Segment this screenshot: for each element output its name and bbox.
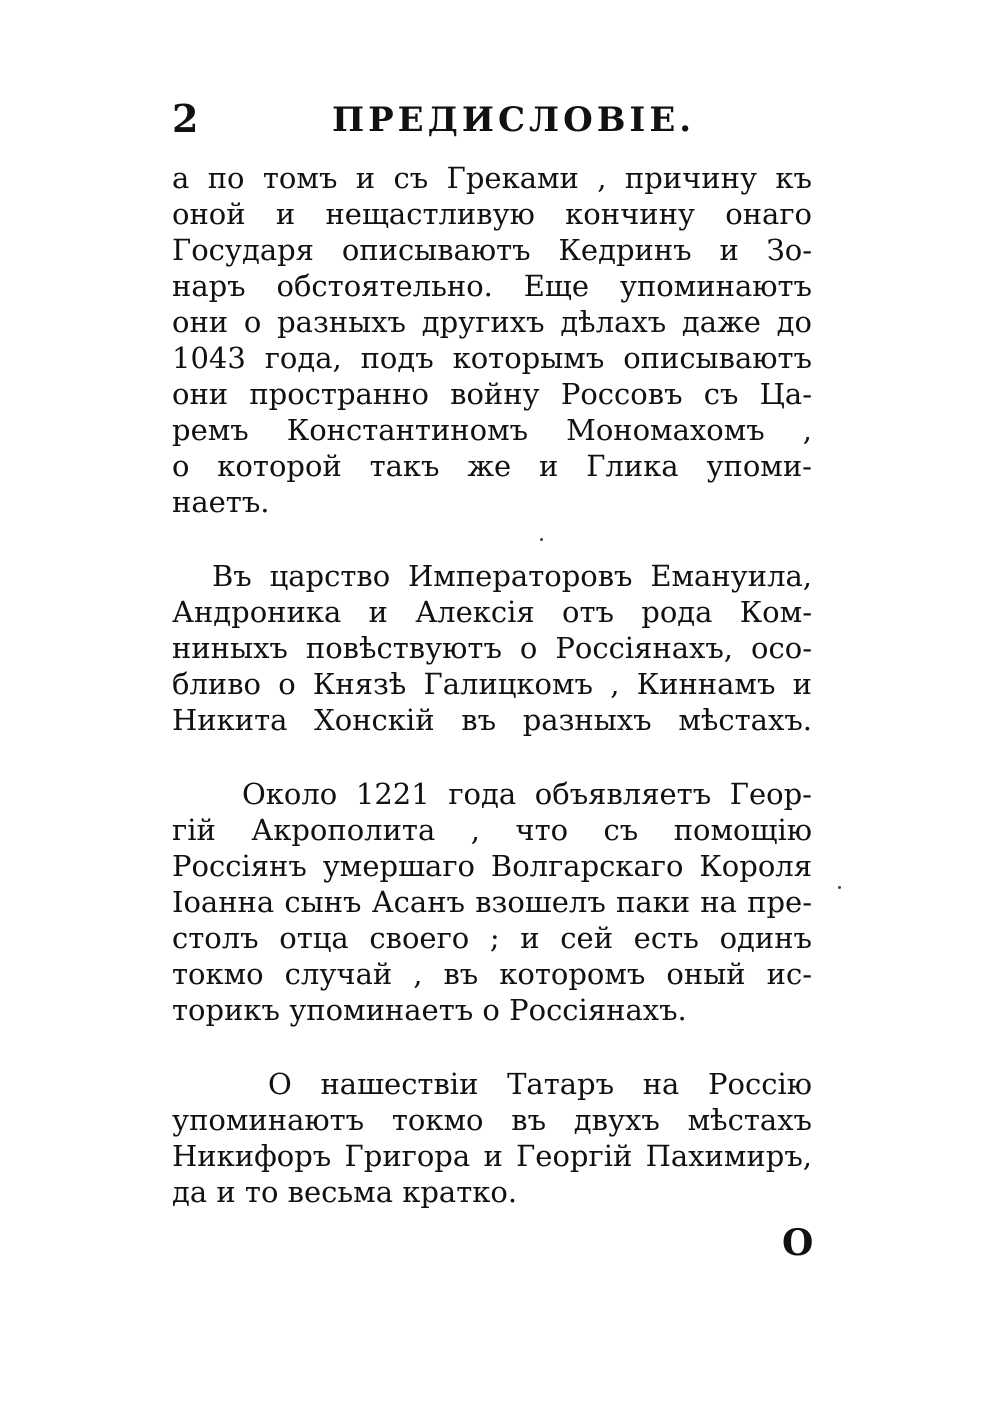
page-header [172,96,812,146]
text-line: Россіянъ умершаго Волгарскаго Короля [172,849,812,883]
body-text [172,160,812,1210]
text-line: Никита Хонскій въ разныхъ мѣстахъ. [172,703,812,737]
text-line: 1043 года, подъ которымъ описываютъ [172,341,812,375]
text-line: ремъ Константиномъ Мономахомъ , [172,413,812,447]
text-line: оной и нещастливую кончину онаго [172,197,812,231]
text-line: токмо случай , въ которомъ оный ис- [172,957,812,991]
text-line: торикъ упоминаетъ о Россіянахъ. [172,993,687,1027]
text-line: Государя описываютъ Кедринъ и Зо- [172,233,812,267]
text-line: бливо о Князѣ Галицкомъ , Киннамъ и [172,667,812,701]
ink-speck [838,886,841,889]
text-line: гій Акрополита , что съ помощію [172,813,812,847]
text-line: да и то весьма кратко. [172,1175,518,1209]
page-number: 2 [172,96,199,141]
paragraph-4 [172,1066,812,1210]
paragraph-3 [172,776,812,1028]
catchword: О [782,1222,814,1264]
text-line: О нашествіи Татаръ на Россію [268,1067,812,1101]
text-line: о которой такъ же и Глика упоми- [172,449,812,483]
text-line: а по томъ и съ Греками , причину къ [172,161,812,195]
text-line: Іоанна сынъ Асанъ взошелъ паки на пре- [172,885,812,919]
text-line: столъ отца своего ; и сей есть одинъ [172,921,812,955]
text-line: наръ обстоятельно. Еще упоминаютъ [172,269,812,303]
ink-speck [540,538,543,541]
paragraph-1 [172,160,812,520]
text-line: они пространно войну Россовъ съ Ца- [172,377,812,411]
text-line: наетъ. [172,485,270,519]
text-line: они о разныхъ другихъ дѣлахъ даже до [172,305,812,339]
text-line: Никифоръ Григора и Георгій Пахимиръ, [172,1139,812,1173]
paragraph-2 [172,558,812,738]
text-line: Андроника и Алексія отъ рода Ком- [172,595,812,629]
running-head: ПРЕДИСЛОВІЕ. [332,100,696,140]
text-line: упоминаютъ токмо въ двухъ мѣстахъ [172,1103,812,1137]
text-line: Въ царство Императоровъ Емануила, [212,559,812,593]
text-line: ниныхъ повѣствуютъ о Россіянахъ, осо- [172,631,812,665]
text-line: Около 1221 года объявляетъ Геор- [242,777,812,811]
